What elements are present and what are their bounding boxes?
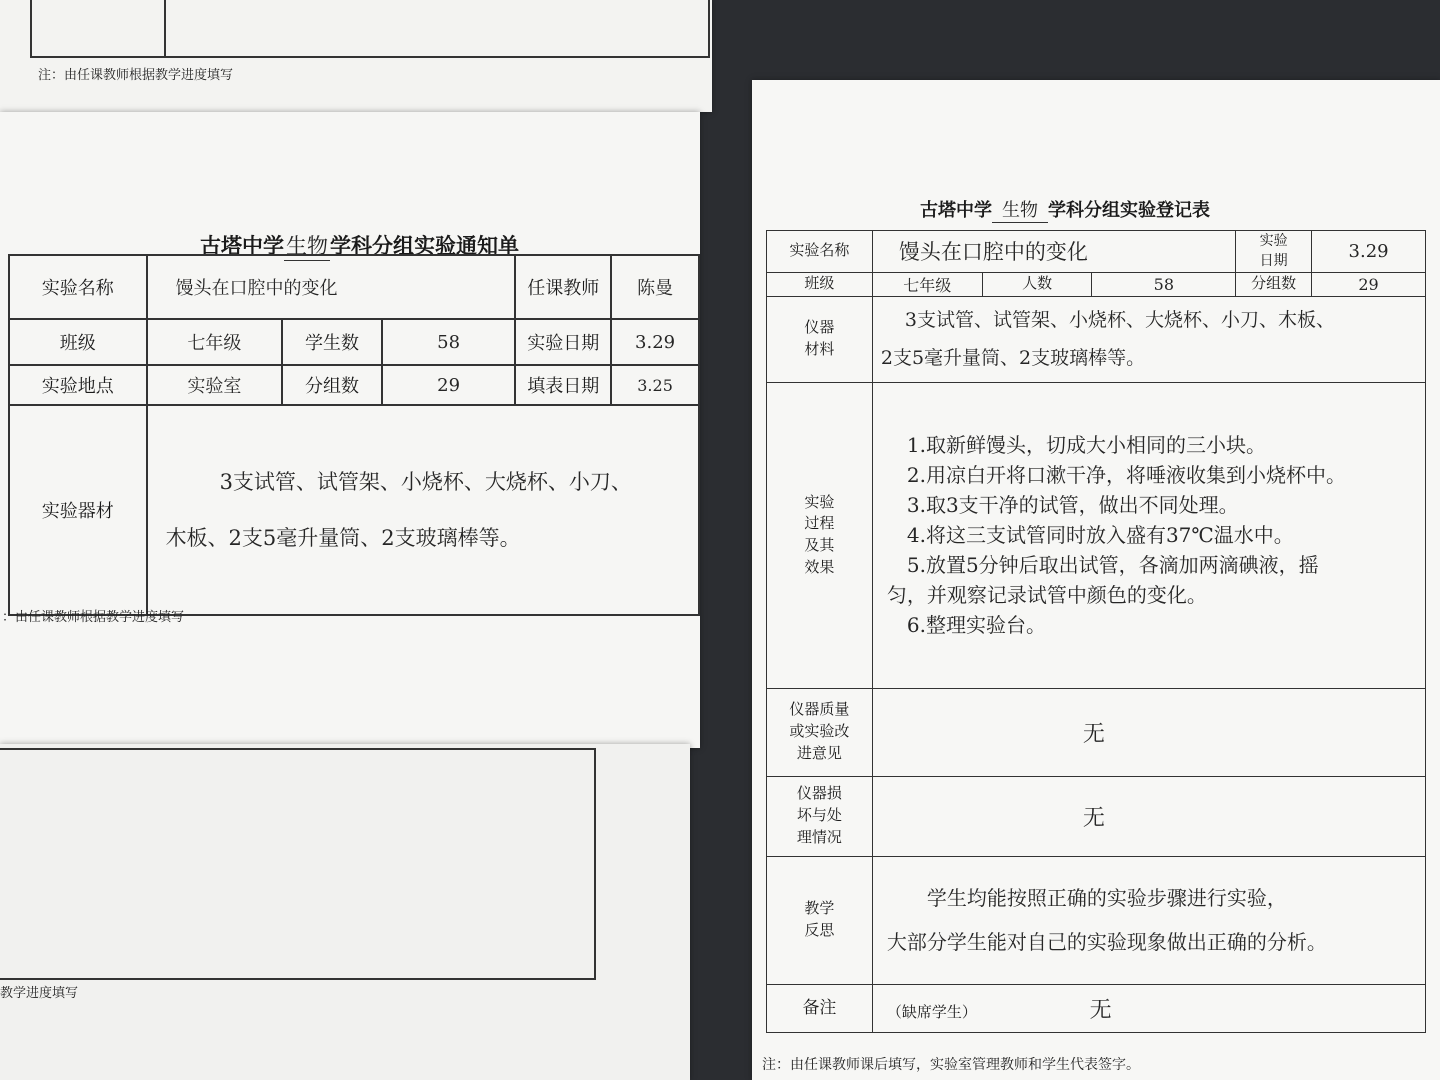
label-equipment <box>767 296 873 382</box>
top-sheet-note: 注：由任课教师根据教学进度填写 <box>38 68 234 83</box>
table-row <box>9 319 699 365</box>
experiment-register-sheet <box>752 80 1440 1080</box>
experiment-notice-sheet <box>0 112 700 748</box>
table-row <box>767 231 1426 273</box>
value-date: 3.29 <box>1312 231 1426 273</box>
table-row <box>767 776 1426 856</box>
register-note: 注：由任课教师课后填写，实验室管理教师和学生代表签字。 <box>762 1057 1140 1073</box>
label-damage <box>767 776 873 856</box>
label-class: 班级 <box>9 319 147 365</box>
process-step: 3.取3支干净的试管，做出不同处理。 <box>906 493 1239 518</box>
process-step: 5.放置5分钟后取出试管，各滴加两滴碘液，摇 <box>906 553 1319 578</box>
value-class: 七年级 <box>147 319 283 365</box>
register-table <box>766 230 1426 1033</box>
equipment-line: 木板、2支5毫升量筒、2支玻璃棒等。 <box>165 526 521 550</box>
value-groups: 29 <box>382 365 516 405</box>
label-class: 班级 <box>767 272 873 296</box>
value-reflection <box>872 856 1425 984</box>
value-fill-date: 3.25 <box>611 365 699 405</box>
process-step: 匀，并观察记录试管中颜色的变化。 <box>886 583 1207 608</box>
label-process-text: 实验过程及其效果 <box>804 492 835 576</box>
value-location: 实验室 <box>147 365 283 405</box>
value-process <box>872 382 1425 688</box>
label-damage-text: 仪器损坏与处理情况 <box>796 784 842 846</box>
reflection-line: 学生均能按照正确的实验步骤进行实验， <box>926 886 1287 911</box>
value-people: 58 <box>1092 272 1236 296</box>
table-row <box>767 272 1426 296</box>
table-row <box>767 296 1426 382</box>
register-title <box>920 196 1210 223</box>
equipment-line: 3支试管、试管架、小烧杯、大烧杯、小刀、 <box>219 470 632 494</box>
subject-fill: 生物 <box>284 230 330 261</box>
value-class: 七年级 <box>872 272 982 296</box>
value-quality: 无 <box>872 688 1425 776</box>
label-date <box>1236 231 1312 273</box>
table-row <box>767 856 1426 984</box>
reflection-line: 大部分学生能对自己的实验现象做出正确的分析。 <box>886 930 1327 955</box>
process-step: 1.取新鲜馒头，切成大小相同的三小块。 <box>906 433 1266 458</box>
register-title-suffix: 学科分组实验登记表 <box>1048 200 1210 221</box>
label-process <box>767 382 873 688</box>
bottom-left-sheet <box>0 744 690 1080</box>
table-row <box>767 382 1426 688</box>
table-row <box>9 405 699 615</box>
value-exp-date: 3.29 <box>611 319 699 365</box>
process-step: 4.将这三支试管同时放入盛有37℃温水中。 <box>906 523 1294 548</box>
label-groups: 分组数 <box>282 365 382 405</box>
notice-note: ：由任课教师根据教学进度填写 <box>2 610 185 625</box>
value-teacher: 陈曼 <box>611 255 699 319</box>
top-partial-sheet <box>0 0 712 112</box>
label-date-text: 实验日期 <box>1259 233 1288 270</box>
notice-title-suffix: 学科分组实验通知单 <box>330 234 519 258</box>
value-remarks: 无 <box>1089 997 1112 1023</box>
label-equipment-text: 仪器材料 <box>804 318 835 359</box>
label-reflection <box>767 856 873 984</box>
label-students: 学生数 <box>282 319 382 365</box>
value-experiment-name: 馒头在口腔中的变化 <box>147 255 516 319</box>
school-name: 古塔中学 <box>920 200 992 221</box>
bottom-left-note: 教学进度填写 <box>0 986 79 1001</box>
label-experiment-name: 实验名称 <box>9 255 147 319</box>
label-equipment: 实验器材 <box>9 405 147 615</box>
label-fill-date: 填表日期 <box>515 365 611 405</box>
value-equipment <box>147 405 699 615</box>
table-row <box>767 984 1426 1032</box>
label-quality <box>767 688 873 776</box>
value-equipment <box>872 296 1425 382</box>
value-groups: 29 <box>1312 272 1426 296</box>
equipment-line: 2支5毫升量筒、2支玻璃棒等。 <box>880 347 1146 370</box>
school-name: 古塔中学 <box>200 234 284 258</box>
label-experiment-name: 实验名称 <box>767 231 873 273</box>
label-reflection-text: 教学反思 <box>804 899 835 940</box>
table-divider <box>164 0 166 56</box>
process-step: 2.用凉白开将口漱干净，将唾液收集到小烧杯中。 <box>906 463 1346 488</box>
top-sheet-table-fragment <box>30 0 710 58</box>
value-experiment-name: 馒头在口腔中的变化 <box>872 231 1235 273</box>
notice-table <box>8 254 700 616</box>
label-absent-students: （缺席学生） <box>886 1002 977 1021</box>
process-step: 6.整理实验台。 <box>906 613 1046 638</box>
label-location: 实验地点 <box>9 365 147 405</box>
value-students: 58 <box>382 319 516 365</box>
label-people: 人数 <box>982 272 1092 296</box>
label-remarks: 备注 <box>767 984 873 1032</box>
subject-fill: 生物 <box>992 196 1048 223</box>
table-row <box>767 688 1426 776</box>
value-damage: 无 <box>872 776 1425 856</box>
table-row <box>9 365 699 405</box>
label-teacher: 任课教师 <box>515 255 611 319</box>
equipment-line: 3支试管、试管架、小烧杯、大烧杯、小刀、木板、 <box>904 309 1335 332</box>
label-exp-date: 实验日期 <box>515 319 611 365</box>
label-quality-text: 仪器质量或实验改进意见 <box>789 700 850 762</box>
label-groups: 分组数 <box>1236 272 1312 296</box>
bottom-left-table-fragment <box>0 748 596 980</box>
table-row <box>9 255 699 319</box>
value-remarks-cell <box>872 984 1425 1032</box>
